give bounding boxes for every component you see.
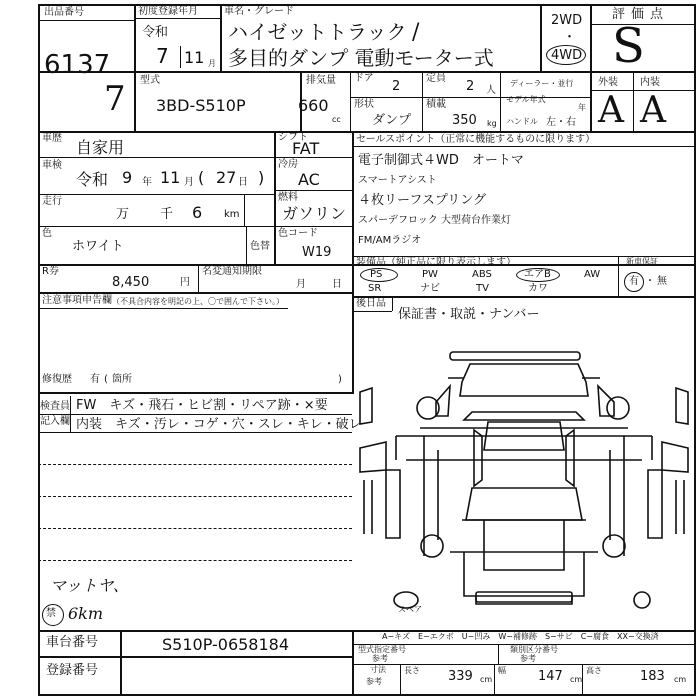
drive-2wd: 2WD: [551, 13, 583, 28]
car-name-label: 車名・グレード: [224, 6, 294, 17]
kg-unit: kg: [487, 119, 497, 128]
handwritten-note-1: マットヤ、: [50, 576, 129, 595]
repair-places: 箇所: [112, 374, 132, 385]
handwritten-tick: /: [412, 20, 420, 45]
color-label: 色: [42, 228, 52, 239]
equip-airbag: エアB: [524, 269, 551, 280]
cc-unit: cc: [332, 115, 341, 124]
selling-point-2: スマートアシスト: [358, 175, 437, 186]
equip-aw: AW: [584, 269, 601, 280]
inspector-label-top: 検査員: [40, 401, 70, 412]
mileage-label: 走行: [42, 196, 62, 207]
warranty-yes: 有: [629, 276, 639, 287]
fw-line: FW キズ・飛石・ヒビ割・リペア跡・×要: [76, 398, 328, 413]
length: 339: [448, 669, 473, 684]
selling-point-4: スパーデフロック 大型荷台作業灯: [358, 215, 511, 226]
notes-sub: （不具合内容を明記の上、〇で囲んで下さい。）: [112, 297, 284, 306]
shift-label: シフト: [278, 132, 308, 143]
car-name: ハイゼットトラック: [228, 20, 407, 44]
equip-navi: ナビ: [420, 283, 440, 294]
equip-ps: PS: [370, 269, 383, 280]
lot-number: 6137: [44, 50, 111, 80]
inspection-day: 27: [216, 168, 237, 187]
score: S: [612, 18, 645, 74]
reg-label: 登録番号: [46, 663, 99, 678]
inspection-era: 令和: [76, 170, 109, 189]
displacement: 660: [298, 96, 329, 115]
lot-label: 出品番号: [44, 7, 84, 18]
handwritten-mark: 禁: [46, 608, 56, 619]
grade: 多目的ダンプ 電動モーター式: [228, 46, 494, 70]
history: 自家用: [76, 138, 125, 157]
equip-abs: ABS: [472, 269, 492, 280]
load: 350: [452, 113, 477, 128]
inspection-label: 車検: [42, 160, 62, 171]
auction-sheet: 出品番号 6137 7 初度登録年月 令和 7 11 月 車名・グレード ハイゼットトラック 多目的ダンプ 電動モーター式 / 2WD ・ 4WD 評価点 S 型式 3BD-S510P 排気量 660 cc ドア 2 定員 2 人 ディーラー・並行 形状 ダンプ 積載 350 kg モデル年式 年 ハンドル 左・右 外装 内装 A A 車歴 自家用 車検 令和 9 年 11 月 ( 27 日 ) 走行 万 千 6 km 色 ホワイト 色替 シフト FAT 冷房 AC 燃料 ガソリン 色コード W19 セールスポイント（正常に機能するものに限ります） 電子制御式４WD オートマ スマートアシスト ４枚リーフスプリング スパーデフロック 大型荷台作業灯 FM/AMラジオ R券 8,450 円 名変通知期限 月 日 装備品（純正品に限り表示します） PS PW ABS エアB AW SR ナビ TV カワ 新車保証 有 ・ 無 後日品 保証書・取説・ナンバー 注意事項申告欄 （不具合内容を明記の上、〇で囲んで下さい。） 修復歴 有 ( 箇所 ) 検査員 記入欄 FW キズ・飛石・ヒビ割・リペア跡・×要 内装 キズ・汚レ・コゲ・穴・スレ・キレ・破レ マットヤ、 禁 6km スペア 車台番号 S510P-0658184 登録番号 A−キズ E−エクボ U−凹み W−補修跡 S−サビ C−腐食 XX−交換済 型式指定番号 参考 類別区分番号 参考 寸法 参考 長さ 339 cm 幅 147 cm 高さ 183 cm: [0, 0, 700, 700]
fuel: ガソリン: [282, 204, 347, 223]
load-label: 積載: [426, 99, 446, 110]
doors-label: ドア: [354, 73, 374, 84]
body: ダンプ: [372, 113, 412, 128]
repair-label: 修復歴: [42, 374, 72, 385]
name-change-label: 名変通知期限: [202, 266, 262, 277]
recycle-amount: 8,450: [112, 275, 150, 290]
exterior-label: 外装: [598, 77, 618, 88]
designated-label: 型式指定番号: [358, 645, 406, 654]
equip-tv: TV: [476, 283, 489, 294]
category-label: 類別区分番号: [510, 645, 558, 654]
ac: AC: [298, 170, 320, 189]
width: 147: [538, 669, 563, 684]
first-reg-month: 11: [184, 48, 205, 67]
size-label: 寸法: [370, 665, 386, 674]
inspection-year: 9: [122, 168, 133, 187]
first-reg-label: 初度登録年月: [138, 6, 198, 17]
ac-label: 冷房: [278, 159, 298, 170]
recycle-label: R券: [42, 266, 59, 277]
first-reg-year: 7: [156, 44, 169, 68]
inspector-label-bottom: 記入欄: [40, 416, 70, 427]
selling-point-3: ４枚リーフスプリング: [358, 193, 487, 208]
exterior-grade: A: [598, 90, 624, 131]
drive-4wd: 4WD: [551, 48, 583, 63]
handle: 左・右: [546, 117, 576, 128]
month-unit: 月: [208, 59, 216, 68]
equipment-label: 装備品（純正品に限り表示します）: [356, 257, 516, 268]
model-year-label: モデル年式: [506, 95, 546, 104]
height-label: 高さ: [586, 666, 602, 675]
color-code: W19: [302, 245, 332, 260]
equip-pw: PW: [422, 269, 438, 280]
accessories-label: 後日品: [356, 298, 386, 309]
repair: 有: [90, 374, 100, 385]
warranty-label: 新車保証: [626, 257, 658, 266]
length-label: 長さ: [404, 666, 420, 675]
interior-grade: A: [640, 90, 666, 131]
doors: 2: [392, 79, 401, 94]
handwritten-note-2: 6km: [68, 604, 104, 623]
equip-leather: カワ: [528, 283, 548, 294]
interior-line: 内装 キズ・汚レ・コゲ・穴・スレ・キレ・破レ: [76, 417, 362, 432]
selling-point-1: 電子制御式４WD オートマ: [358, 153, 524, 168]
interior-label: 内装: [640, 77, 660, 88]
car-damage-diagram: [352, 320, 696, 620]
fuel-label: 燃料: [278, 192, 298, 203]
inspection-month: 11: [160, 168, 181, 187]
selling-point-5: FM/AMラジオ: [358, 235, 422, 246]
chassis-label: 車台番号: [46, 635, 99, 650]
first-reg-era: 令和: [142, 25, 169, 40]
accessories: 保証書・取説・ナンバー: [398, 307, 540, 322]
model: 3BD-S510P: [156, 96, 246, 115]
warranty-no: 無: [657, 276, 667, 287]
handle-label: ハンドル: [506, 117, 538, 126]
capacity: 2: [466, 79, 475, 94]
selling-points-label: セールスポイント（正常に機能するものに限ります）: [356, 134, 596, 145]
person-unit: 人: [486, 85, 496, 96]
equip-sr: SR: [368, 283, 382, 294]
score-label: 評価点: [612, 7, 670, 22]
color-code-label: 色コード: [278, 228, 318, 239]
color: ホワイト: [72, 239, 124, 254]
year-unit: 年: [578, 103, 586, 112]
shift: FAT: [292, 139, 320, 158]
body-label: 形状: [354, 99, 374, 110]
model-label: 型式: [140, 75, 160, 86]
history-label: 車歴: [42, 133, 62, 144]
mileage: 6: [192, 203, 203, 222]
dealer-label: ディーラー・並行: [510, 79, 574, 88]
capacity-label: 定員: [426, 73, 446, 84]
drive-dot: ・: [563, 30, 577, 45]
notes-label: 注意事項申告欄: [42, 295, 112, 306]
displacement-label: 排気量: [306, 75, 336, 86]
color-change-label: 色替: [250, 241, 270, 252]
lot-suffix: 7: [104, 79, 126, 119]
chassis-number: S510P-0658184: [162, 635, 290, 654]
damage-legend: A−キズ E−エクボ U−凹み W−補修跡 S−サビ C−腐食 XX−交換済: [382, 632, 659, 641]
width-label: 幅: [498, 666, 506, 675]
height: 183: [640, 669, 665, 684]
spare-label: スペア: [398, 605, 422, 614]
